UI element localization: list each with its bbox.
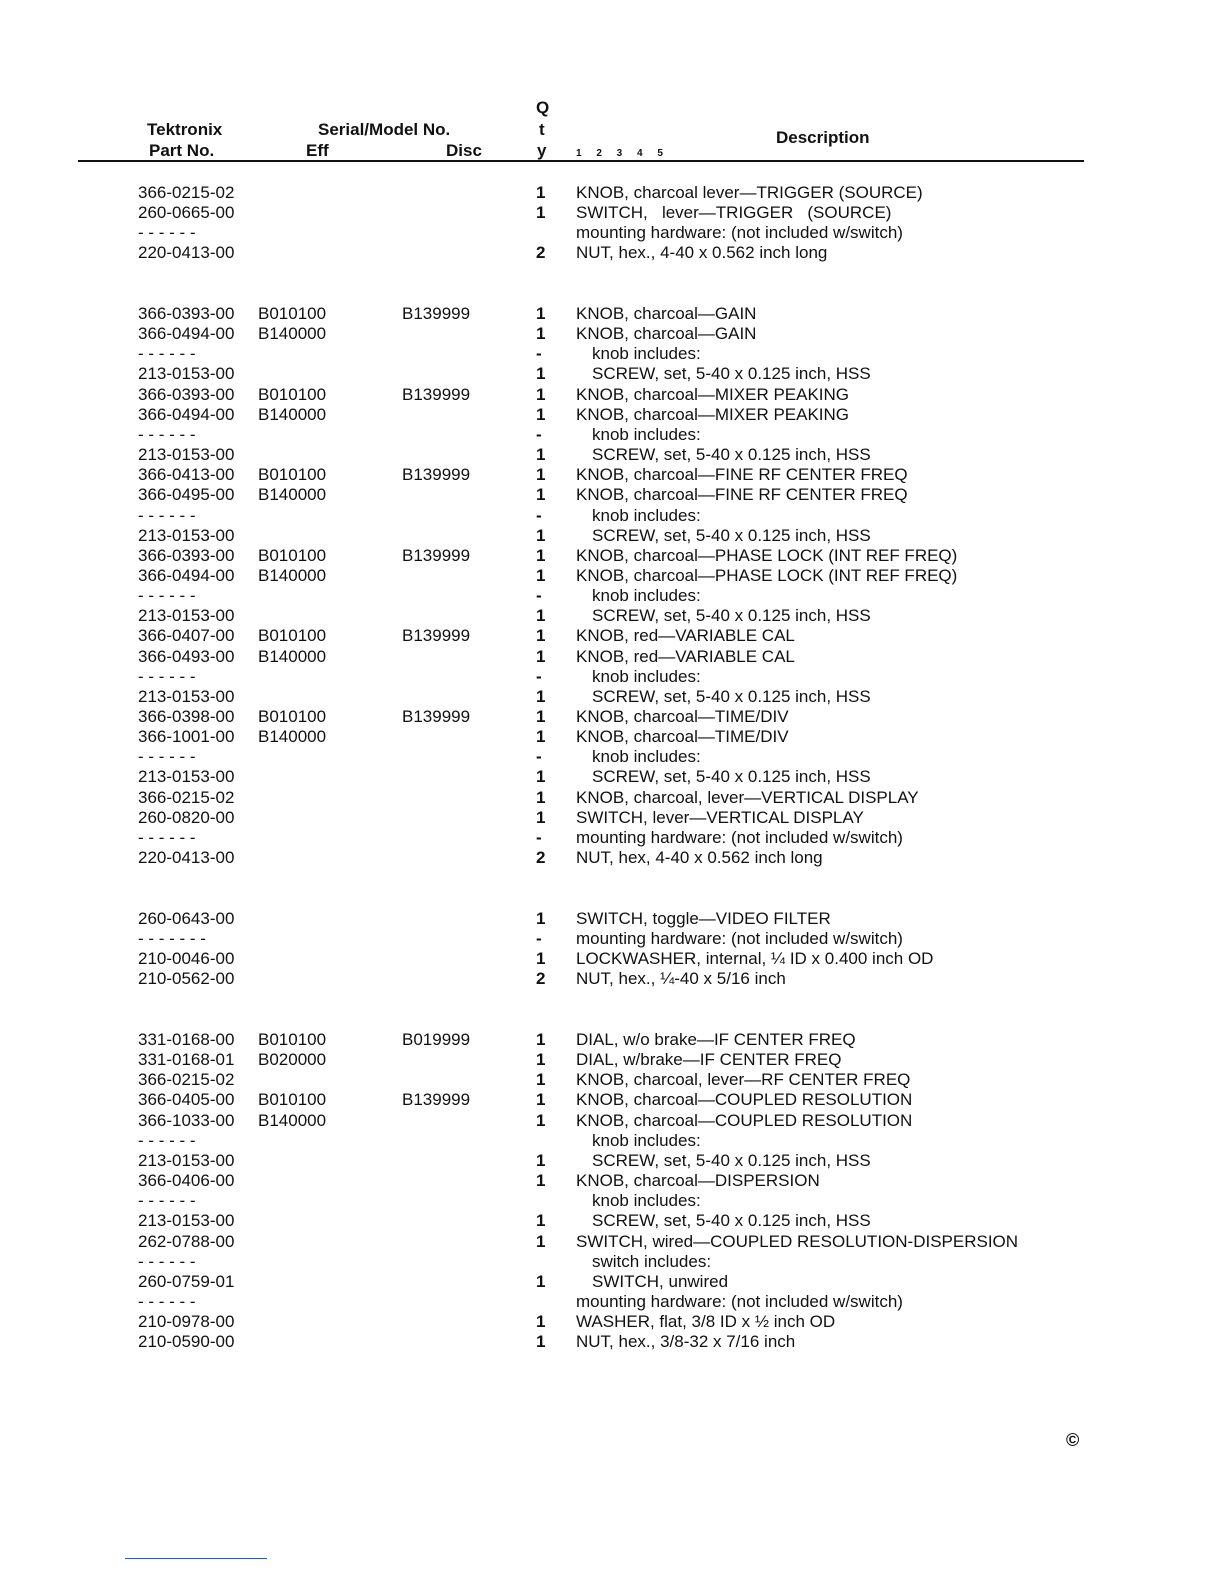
header-rule <box>78 160 1084 162</box>
description: SWITCH, lever—TRIGGER (SOURCE) <box>576 203 892 222</box>
part-number: 262-0788-00 <box>138 1232 235 1251</box>
part-number: 213-0153-00 <box>138 767 235 786</box>
part-number: 331-0168-01 <box>138 1050 235 1069</box>
table-row <box>0 626 1224 646</box>
serial-eff: B010100 <box>258 385 327 404</box>
header-part-line1: Tektronix <box>147 120 223 139</box>
part-number: - - - - - - <box>138 1191 196 1210</box>
description: NUT, hex., 3/8-32 x 7/16 inch <box>576 1332 796 1351</box>
quantity: 2 <box>536 969 546 988</box>
part-number: 366-0493-00 <box>138 647 235 666</box>
table-row <box>0 304 1224 324</box>
part-number: 366-0393-00 <box>138 304 235 323</box>
description: knob includes: <box>592 1131 701 1150</box>
header-eff: Eff <box>306 141 329 160</box>
description: switch includes: <box>592 1252 712 1271</box>
table-row <box>0 1232 1224 1252</box>
table-row <box>0 546 1224 566</box>
table-row <box>0 586 1224 606</box>
quantity: - <box>536 425 542 444</box>
description: KNOB, charcoal—COUPLED RESOLUTION <box>576 1090 913 1109</box>
description: SCREW, set, 5-40 x 0.125 inch, HSS <box>592 606 871 625</box>
description: SCREW, set, 5-40 x 0.125 inch, HSS <box>592 526 871 545</box>
description: KNOB, charcoal—COUPLED RESOLUTION <box>576 1111 913 1130</box>
quantity: 1 <box>536 767 546 786</box>
part-number: 213-0153-00 <box>138 687 235 706</box>
serial-eff: B140000 <box>258 405 327 424</box>
serial-eff: B140000 <box>258 1111 327 1130</box>
description: KNOB, charcoal, lever—VERTICAL DISPLAY <box>576 788 919 807</box>
quantity: 1 <box>536 405 546 424</box>
quantity: - <box>536 586 542 605</box>
part-number: - - - - - - - <box>138 929 206 948</box>
part-number: 366-0405-00 <box>138 1090 235 1109</box>
part-number: 366-0215-02 <box>138 788 235 807</box>
description: knob includes: <box>592 747 701 766</box>
quantity: 1 <box>536 445 546 464</box>
description: KNOB, charcoal—MIXER PEAKING <box>576 385 850 404</box>
part-number: 366-0413-00 <box>138 465 235 484</box>
table-row <box>0 949 1224 969</box>
quantity: - <box>536 506 542 525</box>
quantity: - <box>536 667 542 686</box>
part-number: - - - - - - <box>138 1131 196 1150</box>
table-row <box>0 1151 1224 1171</box>
copyright-mark: © <box>1066 1430 1080 1450</box>
table-row <box>0 1191 1224 1211</box>
description: DIAL, w/brake—IF CENTER FREQ <box>576 1050 842 1069</box>
part-number: - - - - - - <box>138 425 196 444</box>
part-number: - - - - - - <box>138 1292 196 1311</box>
table-row <box>0 223 1224 243</box>
serial-eff: B140000 <box>258 324 327 343</box>
description: knob includes: <box>592 1191 701 1210</box>
description: KNOB, charcoal—FINE RF CENTER FREQ <box>576 485 908 504</box>
table-row <box>0 1050 1224 1070</box>
serial-eff: B010100 <box>258 707 327 726</box>
part-number: - - - - - - <box>138 506 196 525</box>
quantity: 1 <box>536 526 546 545</box>
quantity: 1 <box>536 183 546 202</box>
serial-eff: B010100 <box>258 1030 327 1049</box>
part-number: - - - - - - <box>138 586 196 605</box>
serial-disc: B139999 <box>402 385 471 404</box>
quantity: 1 <box>536 1171 546 1190</box>
table-row <box>0 344 1224 364</box>
part-number: 213-0153-00 <box>138 526 235 545</box>
table-row <box>0 767 1224 787</box>
description: WASHER, flat, 3/8 ID x ½ inch OD <box>576 1312 836 1331</box>
table-row <box>0 385 1224 405</box>
header-qty-t: t <box>539 120 545 139</box>
description: KNOB, charcoal—TIME/DIV <box>576 707 789 726</box>
quantity: 1 <box>536 1232 546 1251</box>
table-row <box>0 1030 1224 1050</box>
part-number: 331-0168-00 <box>138 1030 235 1049</box>
table-row <box>0 1070 1224 1090</box>
quantity: 1 <box>536 1151 546 1170</box>
table-row <box>0 425 1224 445</box>
part-number: 366-0398-00 <box>138 707 235 726</box>
description: mounting hardware: (not included w/switch) <box>576 223 903 242</box>
header-qty-y: y <box>537 141 547 160</box>
description: SWITCH, toggle—VIDEO FILTER <box>576 909 831 928</box>
description: NUT, hex., ¼-40 x 5/16 inch <box>576 969 786 988</box>
description: KNOB, charcoal—PHASE LOCK (INT REF FREQ) <box>576 566 958 585</box>
table-row <box>0 747 1224 767</box>
quantity: 1 <box>536 1332 546 1351</box>
table-row <box>0 909 1224 929</box>
table-row <box>0 465 1224 485</box>
description: knob includes: <box>592 425 701 444</box>
quantity: 1 <box>536 727 546 746</box>
serial-eff: B140000 <box>258 485 327 504</box>
quantity: - <box>536 344 542 363</box>
part-number: 213-0153-00 <box>138 606 235 625</box>
description: mounting hardware: (not included w/switch) <box>576 1292 903 1311</box>
description: SCREW, set, 5-40 x 0.125 inch, HSS <box>592 1211 871 1230</box>
part-number: - - - - - - <box>138 223 196 242</box>
description: SCREW, set, 5-40 x 0.125 inch, HSS <box>592 1151 871 1170</box>
part-number: 366-0215-02 <box>138 183 235 202</box>
quantity: 1 <box>536 364 546 383</box>
part-number: 213-0153-00 <box>138 1211 235 1230</box>
description: mounting hardware: (not included w/switch) <box>576 929 903 948</box>
part-number: 366-0407-00 <box>138 626 235 645</box>
table-row <box>0 707 1224 727</box>
table-row <box>0 1272 1224 1292</box>
description: KNOB, charcoal—DISPERSION <box>576 1171 820 1190</box>
header-description: Description <box>776 128 870 147</box>
description: SWITCH, lever—VERTICAL DISPLAY <box>576 808 864 827</box>
serial-disc: B139999 <box>402 707 471 726</box>
part-number: 210-0590-00 <box>138 1332 235 1351</box>
part-number: - - - - - - <box>138 828 196 847</box>
description: KNOB, charcoal—TIME/DIV <box>576 727 789 746</box>
table-row <box>0 727 1224 747</box>
part-number: 260-0665-00 <box>138 203 235 222</box>
quantity: 1 <box>536 385 546 404</box>
serial-disc: B139999 <box>402 304 471 323</box>
quantity: 1 <box>536 1070 546 1089</box>
table-row <box>0 364 1224 384</box>
description: SCREW, set, 5-40 x 0.125 inch, HSS <box>592 767 871 786</box>
table-row <box>0 183 1224 203</box>
table-row <box>0 506 1224 526</box>
description: KNOB, charcoal—MIXER PEAKING <box>576 405 850 424</box>
quantity: 1 <box>536 687 546 706</box>
table-row <box>0 566 1224 586</box>
part-number: 366-0494-00 <box>138 324 235 343</box>
table-row <box>0 1090 1224 1110</box>
table-row <box>0 606 1224 626</box>
quantity: - <box>536 828 542 847</box>
part-number: 213-0153-00 <box>138 1151 235 1170</box>
table-row <box>0 647 1224 667</box>
table-row <box>0 969 1224 989</box>
quantity: 1 <box>536 808 546 827</box>
quantity: 1 <box>536 546 546 565</box>
quantity: 1 <box>536 1050 546 1069</box>
part-number: 210-0562-00 <box>138 969 235 988</box>
table-row <box>0 405 1224 425</box>
table-row <box>0 667 1224 687</box>
table-row <box>0 1252 1224 1272</box>
part-number: 260-0759-01 <box>138 1272 235 1291</box>
description: SCREW, set, 5-40 x 0.125 inch, HSS <box>592 687 871 706</box>
quantity: 1 <box>536 707 546 726</box>
quantity: 1 <box>536 485 546 504</box>
table-row <box>0 848 1224 868</box>
description: SCREW, set, 5-40 x 0.125 inch, HSS <box>592 445 871 464</box>
table-row <box>0 687 1224 707</box>
quantity: 1 <box>536 909 546 928</box>
description: KNOB, charcoal—GAIN <box>576 324 757 343</box>
table-row <box>0 788 1224 808</box>
part-number: 213-0153-00 <box>138 364 235 383</box>
part-number: 260-0820-00 <box>138 808 235 827</box>
serial-disc: B139999 <box>402 626 471 645</box>
description: mounting hardware: (not included w/switch) <box>576 828 903 847</box>
serial-eff: B010100 <box>258 1090 327 1109</box>
quantity: 1 <box>536 626 546 645</box>
header-disc: Disc <box>446 141 482 160</box>
description: NUT, hex, 4-40 x 0.562 inch long <box>576 848 823 867</box>
quantity: - <box>536 747 542 766</box>
serial-eff: B020000 <box>258 1050 327 1069</box>
table-row <box>0 1111 1224 1131</box>
serial-disc: B139999 <box>402 465 471 484</box>
quantity: 1 <box>536 606 546 625</box>
quantity: 1 <box>536 949 546 968</box>
table-row <box>0 324 1224 344</box>
quantity: 1 <box>536 647 546 666</box>
part-number: 366-0494-00 <box>138 566 235 585</box>
description: KNOB, charcoal lever—TRIGGER (SOURCE) <box>576 183 923 202</box>
table-row <box>0 1211 1224 1231</box>
quantity: 1 <box>536 1211 546 1230</box>
table-row <box>0 1312 1224 1332</box>
serial-eff: B140000 <box>258 647 327 666</box>
header-qty-q: Q <box>536 98 550 117</box>
serial-eff: B140000 <box>258 727 327 746</box>
quantity: 1 <box>536 566 546 585</box>
quantity: 1 <box>536 1312 546 1331</box>
description: NUT, hex., 4-40 x 0.562 inch long <box>576 243 828 262</box>
table-row <box>0 445 1224 465</box>
serial-eff: B010100 <box>258 465 327 484</box>
footer-rule <box>125 1558 267 1559</box>
serial-eff: B010100 <box>258 304 327 323</box>
description: KNOB, red—VARIABLE CAL <box>576 647 795 666</box>
part-number: 210-0978-00 <box>138 1312 235 1331</box>
description: knob includes: <box>592 586 701 605</box>
description: SCREW, set, 5-40 x 0.125 inch, HSS <box>592 364 871 383</box>
table-row <box>0 808 1224 828</box>
quantity: 1 <box>536 1030 546 1049</box>
part-number: 366-0494-00 <box>138 405 235 424</box>
description: SWITCH, unwired <box>592 1272 729 1291</box>
description: LOCKWASHER, internal, ¼ ID x 0.400 inch OD <box>576 949 934 968</box>
part-number: - - - - - - <box>138 1252 196 1271</box>
part-number: 213-0153-00 <box>138 445 235 464</box>
part-number: 366-0393-00 <box>138 385 235 404</box>
description: KNOB, red—VARIABLE CAL <box>576 626 795 645</box>
table-row <box>0 1131 1224 1151</box>
header-serial-title: Serial/Model No. <box>318 120 451 139</box>
part-number: 366-0393-00 <box>138 546 235 565</box>
description: KNOB, charcoal—PHASE LOCK (INT REF FREQ) <box>576 546 958 565</box>
table-row <box>0 243 1224 263</box>
part-number: - - - - - - <box>138 344 196 363</box>
part-number: 366-0215-02 <box>138 1070 235 1089</box>
table-row <box>0 1171 1224 1191</box>
serial-disc: B019999 <box>402 1030 471 1049</box>
part-number: 366-0495-00 <box>138 485 235 504</box>
description: knob includes: <box>592 506 701 525</box>
table-row <box>0 203 1224 223</box>
part-number: - - - - - - <box>138 747 196 766</box>
quantity: 1 <box>536 1111 546 1130</box>
part-number: 366-1001-00 <box>138 727 235 746</box>
quantity: 1 <box>536 324 546 343</box>
description: KNOB, charcoal—FINE RF CENTER FREQ <box>576 465 908 484</box>
serial-disc: B139999 <box>402 1090 471 1109</box>
serial-eff: B010100 <box>258 626 327 645</box>
part-number: 220-0413-00 <box>138 243 235 262</box>
description: SWITCH, wired—COUPLED RESOLUTION-DISPERSION <box>576 1232 1019 1251</box>
table-row <box>0 828 1224 848</box>
description: DIAL, w/o brake—IF CENTER FREQ <box>576 1030 856 1049</box>
serial-eff: B140000 <box>258 566 327 585</box>
serial-disc: B139999 <box>402 546 471 565</box>
description: knob includes: <box>592 344 701 363</box>
part-number: 366-0406-00 <box>138 1171 235 1190</box>
part-number: - - - - - - <box>138 667 196 686</box>
table-row <box>0 526 1224 546</box>
quantity: 1 <box>536 1272 546 1291</box>
header-indent-digits: 1 2 3 4 5 <box>576 148 669 159</box>
table-row <box>0 929 1224 949</box>
table-row <box>0 1332 1224 1352</box>
part-number: 260-0643-00 <box>138 909 235 928</box>
quantity: - <box>536 929 542 948</box>
table-row <box>0 1292 1224 1312</box>
header-part-line2: Part No. <box>149 141 215 160</box>
table-row <box>0 485 1224 505</box>
quantity: 2 <box>536 848 546 867</box>
serial-eff: B010100 <box>258 546 327 565</box>
quantity: 1 <box>536 1090 546 1109</box>
description: KNOB, charcoal, lever—RF CENTER FREQ <box>576 1070 911 1089</box>
quantity: 1 <box>536 304 546 323</box>
description: KNOB, charcoal—GAIN <box>576 304 757 323</box>
part-number: 210-0046-00 <box>138 949 235 968</box>
part-number: 220-0413-00 <box>138 848 235 867</box>
part-number: 366-1033-00 <box>138 1111 235 1130</box>
quantity: 1 <box>536 788 546 807</box>
quantity: 1 <box>536 203 546 222</box>
description: knob includes: <box>592 667 701 686</box>
quantity: 2 <box>536 243 546 262</box>
quantity: 1 <box>536 465 546 484</box>
